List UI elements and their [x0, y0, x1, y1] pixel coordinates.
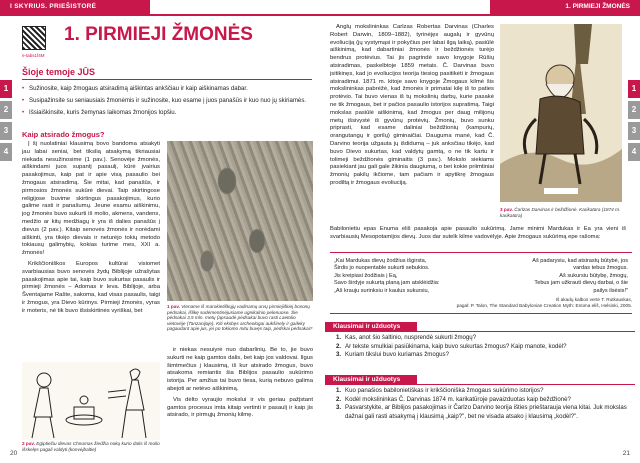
poem-line: pailys ilsėsis!" [593, 287, 628, 294]
chapter-tab-2[interactable]: 2 [0, 101, 12, 119]
exercise-item [336, 404, 632, 421]
qr-code-icon[interactable] [22, 26, 46, 50]
poem-line: „Aš krauju surinksiu ir kaulus sukursiu, [334, 287, 430, 294]
paragraph: Krikščioniškos Europos kultūrai visiomet svarbiausias buvo senovės žydų Biblijoje užrašytas pasakojimas apie tai, kaip buvo sukurtas pasaulis ir pirmieji žmonės – Adomas ir Ieva. Biblijoje, arba Šventajame Rašte, sakoma, kad visas pasaulis, taigi ir žmogus, yra Dievo kūrinys. Pirmieji žmonės, vyras ir moteris, nė tik buvo išsiskirtinės vyriškai, bet [22, 260, 160, 314]
poem-source-line: Iš akadų kalbos vertė T. Rutkauskas, [555, 297, 632, 302]
left-column-2 [167, 347, 313, 429]
exercise-item [336, 396, 632, 405]
figure3-label: 3 pav. [500, 207, 513, 212]
exercise-number: 2. [336, 395, 342, 403]
left-header-bar [0, 0, 320, 16]
left-chapter-tabs [0, 80, 12, 164]
exercise1-divider [325, 331, 635, 332]
right-column-1 [330, 24, 494, 236]
figure1-caption [167, 304, 313, 332]
paragraph: ir niekas nesuiyrė nuo dabarlinių. Be to, jie buvo sukurti ne kaip gamtos dalis, bet kaip jos valdovai. Ilgus šimtmečius į klausimą, iš kur atsirado žmogus, buvo atsakoma remiantis šia Biblijos pasaulio sukūrimo istorija. Per amžius tai buvo tiesa, kurią nebuvo galima abejoti ar netėvo aiškinimą. [167, 347, 313, 392]
section-heading: Šioje temoje JŪS [22, 67, 96, 77]
chapter-tab-2[interactable]: 2 [628, 101, 640, 119]
footprints-photo [167, 141, 313, 301]
exercise-text: Kodėl mokslininkas Č. Darvinas 1874 m. karikatūroje pavaizduotas kaip beždžionė? [345, 395, 571, 403]
poem-source [382, 297, 632, 309]
exercise-item [336, 343, 632, 352]
exercise-text: Kas, anot šio šaltinio, nusprendė sukurti žmogų? [345, 334, 477, 341]
exercise2-list [336, 387, 632, 421]
exercise-item [336, 387, 632, 396]
exercise-number: 1. [336, 387, 342, 394]
poem-line: Širdis jo nuopentable sukurti sebukios. [334, 265, 430, 272]
chapter-tab-1[interactable]: 1 [0, 80, 12, 98]
poem-line: Savo širdyje sukurtą planą jam atsklėidžia: [334, 280, 440, 287]
goals-list [22, 84, 312, 120]
chapter-title: 1. PIRMIEJI ŽMONĖS [64, 24, 253, 45]
egyptian-god-drawing [22, 362, 160, 440]
egyptian-drawing-svg [22, 362, 160, 440]
poem-left-column [334, 258, 484, 295]
poem-line: Jis kreipiasi žodžiais į Eą, [334, 272, 398, 279]
exercise1-heading: Klausimai ir užduotys [325, 322, 417, 332]
poem-intro: Babilonietiu epas Enuma eliš pasakoja apie pasaulio sukūrimą. Jame minimi Mardukas ir Ea yra vieni iš svarbiausių Mesopotamijos dievų. Juos dar sutelk kilme vadovėlyje. Apie žmogaus sukūrimą epe rašoma: [330, 226, 626, 240]
paragraph: Į šį nuolatiniai klausimą bovo bandoma atsakyti jau labai seniai, bet tikslią atsakymą tikriausiai niekada nesužinosime (1 pav.). Senovėje žmonės, aiškindami juos supantį pasaulį, kūrė įvairius pasakojimus, kaip pat ir apie visą pasaulio bei žmogaus atsiradimą. Šie mitai, kad panašūs, ir pirmosios žmonės sukūrė dievai. Taip skirtingose religijose buvime skirtingus pasakojimus, kurio galime rasti ir panašumų. Jeune esamu aiškinimu, jog žmonės buvo sukurti iš molio, akmens, vandens, medžio ar kitų medžiagų ir yra iš dalies panašūs į dievus (2 pav.). Kitaip senovės žmonės ir norėdami aiškinti, yra tikėjo dievais ir neturėjo tokių metodo tokiausų galimybių, kokias turime mes, XXI a. žmonės! [22, 141, 160, 257]
left-header-text: I SKYRIUS. PRIEŠISTORĖ [10, 3, 97, 10]
chapter-tab-4[interactable]: 4 [0, 143, 12, 161]
chapter-tab-3[interactable]: 3 [628, 122, 640, 140]
paragraph: Vis dėlto vyraujio mokslui ir vis geriau pažįstant gamtos procesus imta kitaip vertinti ir pasaulį ir kaip jis atsirado, ir pirmųjų žmonių kilmę. [167, 396, 313, 419]
figure2-label: 2 pav. [22, 441, 35, 446]
chapter-tab-4[interactable]: 4 [628, 143, 640, 161]
exercise-number: 1. [336, 334, 342, 341]
exercise-item [336, 334, 632, 343]
qr-code-label: e-tabs1f4M [22, 53, 45, 58]
exercise-number: 3. [336, 351, 342, 359]
poem-line: „Kai Mardukas dievų žodžius išgirsta, [334, 258, 427, 264]
poem-line: Aš sukursiu būtybę, žmogų, [559, 272, 628, 279]
exercise-number: 2. [336, 342, 342, 350]
figure2-caption [22, 441, 160, 452]
poem-line: Aš padarysiu, kad atsirastų būtybė, jos [532, 258, 628, 264]
exercise1-list [336, 334, 632, 360]
figure1-label: 1 pav. [167, 304, 180, 309]
exercise2-heading: Klausimai ir užduotys [325, 375, 417, 385]
darwin-caricature-svg [500, 24, 622, 202]
poem-right-column [496, 258, 628, 295]
figure3-caption [500, 207, 622, 218]
chapter-tab-3[interactable]: 3 [0, 122, 12, 140]
section-divider [22, 79, 312, 80]
goal-item: • Susipažinsite su seniausiais žmonėmis ir sužinosite, kuo esame į juos panašūs ir kuo nuo jų skiriamės. [22, 96, 312, 105]
exercise2-divider [325, 384, 635, 385]
figure3-text: Čarlzas Darvinas ir beždžionė. Karikatūra (1874 m. karikatūra) [500, 207, 621, 218]
paragraph: Anglų mokslininkas Čarlzas Robertas Darvinas (Charles Robert Darwin, 1809–1882), tyrinėjęs augalų ir gyvūnų evoliuciją (jų vystymąsi ir pokyčius per labai ilgą laiką), pasiūlė aiškinimą, kad dabartiniai žmonės ir beždžionės turėjo bendrus protėvius. Tai jis pagrindė savo knygoje Rūšių atsiradimas, paskelbtoje 1859 metais. Č. Darvinas buvo įsitikinęs, kad jo evoliucijos teorija tiesiog pasitikėti ir žmogaus atsiradimui. 1871 m. kitoje savo knygoje Žmogaus kilmė šis mokslininkas pabrėžė, kad žmonės ir primatai kilę iš to paties protėvio. Tai buvo vienas iš tų mokslinių darbų, kurie pasakė ne tik žmogaus, bet ir pačios pasaulio istorijos supratimą. Taigi mokslas pasiūlė aiškinimą, kad žmogus per daug milijonų metų išsivystė iš gyvūnų protėvių. Žmonių, buvo sunku priprasti, kad esame daliniai beždžionių (kampurių, orangutangų ir gorilų) giminaičiai. Dauguma manė, kad Č. Darvino teorija užgauta jų išdidumą – juk anksčiau tikėjo, kad buvo Dievo sukurtas, kad valdytų gamtą, o ne tik kartu ir tolimeji beždžionės giminaitis (3 pav.). Mokslo siekiams pasiekiant jau gali gale žikinia daugiumą, o bet kokie priimtiniai žmonių pakilų ikčiome, tam pačiam ir apytikrę žmogaus prodiltą ir žmogaus evoliuciją. [330, 24, 494, 186]
page-number-right: 21 [622, 450, 630, 457]
exercise-item [336, 351, 632, 360]
page-number-left: 20 [10, 450, 18, 457]
exercise-text: Kuriam tikslui buvo kuriamas žmogus? [345, 351, 449, 359]
figure2-text: Egiptiečiu dievas Chnumas žiedžia nokų kurio dalis iš molio išskelęs pagali valdyti (konvėjbaltie) [22, 441, 160, 452]
chapter-tab-1[interactable]: 1 [628, 80, 640, 98]
exercise-text: Kuo panašios babilonietiškas ir krikščioniška žmogaus sukūrimo istorijos? [345, 387, 544, 394]
goal-item: • Sužinosite, kaip žmogaus atsiradimą aiškintas ankščiau ir kaip aiškinamas dabar. [22, 84, 312, 93]
exercise-number: 3. [336, 404, 342, 412]
right-chapter-tabs [628, 80, 640, 164]
exercise-text: Pasvarstykite, ar Biblijos pasakojimas ir Čarlzo Darvino teorija išties prieštarauja viena kitai. Juk mokslas dažnai gali rasti atsakymą į klausimą „kaip?", bet ne visada atsako į klausimą „kodėl?". [345, 404, 627, 420]
poem-line: Tebus jam užkrauti dievų darbai, o šie [534, 280, 628, 287]
darwin-caricature [500, 24, 622, 202]
right-header-text: 1. PIRMIEJI ŽMONĖS [565, 3, 630, 10]
right-header-bar [320, 0, 640, 16]
subheading-how-appeared: Kaip atsirado žmogus? [22, 130, 105, 139]
poem-line: vardas tebus žmogus. [573, 265, 628, 272]
exercise-text: Ar tekste smulkiai pasiūkinama, kaip buvo sukurtas žmogus? Kaip manote, kodėl? [345, 342, 567, 350]
figure1-text: Viename iš marokietiškųjų vadinamų urvų pirmiejiškiej bosonų pėdsakai, išlikę sudėmentinėjusiame ugnikalnio pelenuose. Šie pėdsakai 3,5 mln. metų (apsaudė pėdsakai buvo rasti Laetolio vietovėje (Tanzanijoje). Kiti eksbęs archeologai aukšinely ir gaileky pagaudant apie jus, jei po tokiomo mitu buvęs taip, pėdskai pėdsakai? [167, 304, 313, 332]
poem-source-line: pagal: P. Talon, The Standard Babylonian Creation Myth: Enūma eliš, Helsinki, 2005. [456, 302, 632, 308]
poem-box [330, 252, 632, 314]
goal-item: • Išsiaiškinsite, kuris žemynas laikomas žmonijos lopšiu. [22, 108, 312, 117]
